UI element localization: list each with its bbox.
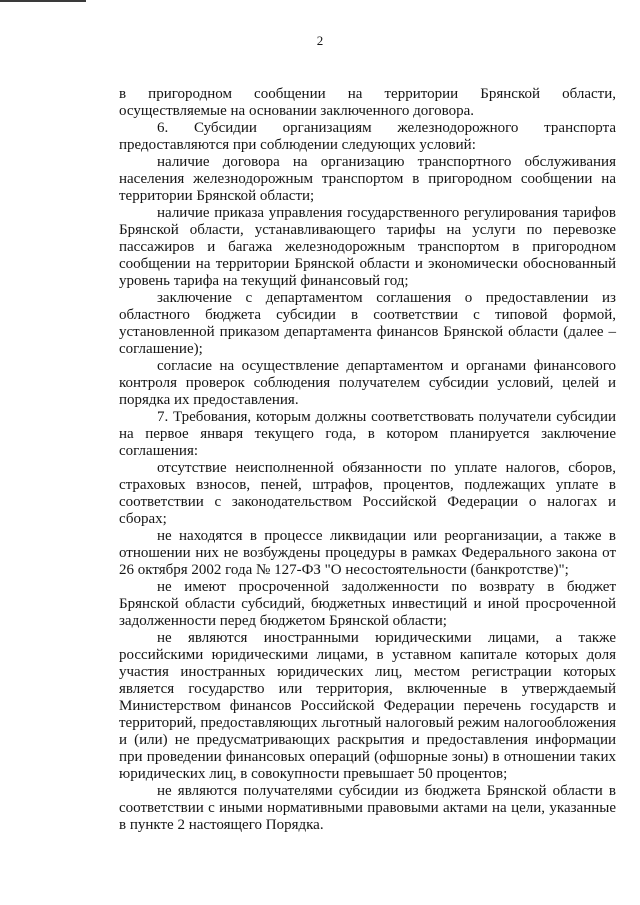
paragraph-requirement-liquidation: не находятся в процессе ликвидации или реорганизации, а также в отношении них не возбуждены процедуры в рамках Федерального закона от 26 октября 2002 года № 127-ФЗ "О несостоятельности (банкротстве)"; [119, 528, 616, 578]
paragraph-item-6: 6. Субсидии организациям железнодорожного транспорта предоставляются при соблюдении следующих условий: [119, 120, 616, 153]
paragraph-requirement-foreign: не являются иностранными юридическими лицами, а также российскими юридическими лицами, в уставном капитале которых доля участия иностранных юридических лиц, местом регистрации которых является государство или территория, включенные в утверждаемый Министерством финансов Российской Федерации перечень государств и территорий, предоставляющих льготный налоговый режим налогообложения и (или) не предусматривающих раскрытия и предоставления информации при проведении финансовых операций (офшорные зоны) в отношении таких юридических лиц, в совокупности превышает 50 процентов; [119, 630, 616, 782]
document-body [119, 86, 616, 834]
page-number: 2 [316, 33, 324, 48]
paragraph-requirement-other-subsidies: не являются получателями субсидии из бюджета Брянской области в соответствии с иными нормативными правовыми актами на цели, указанные в пункте 2 настоящего Порядка. [119, 783, 616, 833]
top-edge-rule [0, 0, 86, 2]
paragraph-condition-contract: наличие договора на организацию транспортного обслуживания населения железнодорожным транспортом в пригородном сообщении на территории Брянской области; [119, 154, 616, 204]
paragraph-condition-tariff-order: наличие приказа управления государственного регулирования тарифов Брянской области, устанавливающего тарифы на услуги по перевозке пассажиров и багажа железнодорожным транспортом в пригородном сообщении на территории Брянской области и экономически обоснованный уровень тарифа на текущий финансовый год; [119, 205, 616, 289]
paragraph-item-7: 7. Требования, которым должны соответствовать получатели субсидии на первое января текущего года, в котором планируется заключение соглашения: [119, 409, 616, 459]
paragraph-requirement-taxes: отсутствие неисполненной обязанности по уплате налогов, сборов, страховых взносов, пеней, штрафов, процентов, подлежащих уплате в соответствии с законодательством Российской Федерации о налогах и сборах; [119, 460, 616, 527]
paragraph-condition-consent: согласие на осуществление департаментом и органами финансового контроля проверок соблюдения получателем субсидии условий, целей и порядка их предоставления. [119, 358, 616, 408]
paragraph-requirement-debt: не имеют просроченной задолженности по возврату в бюджет Брянской области субсидий, бюджетных инвестиций и иной просроченной задолженности перед бюджетом Брянской области; [119, 579, 616, 629]
paragraph-condition-agreement: заключение с департаментом соглашения о предоставлении из областного бюджета субсидии в соответствии с типовой формой, установленной приказом департамента финансов Брянской области (далее – соглашение); [119, 290, 616, 357]
paragraph-continuation: в пригородном сообщении на территории Брянской области, осуществляемые на основании заключенного договора. [119, 86, 616, 119]
